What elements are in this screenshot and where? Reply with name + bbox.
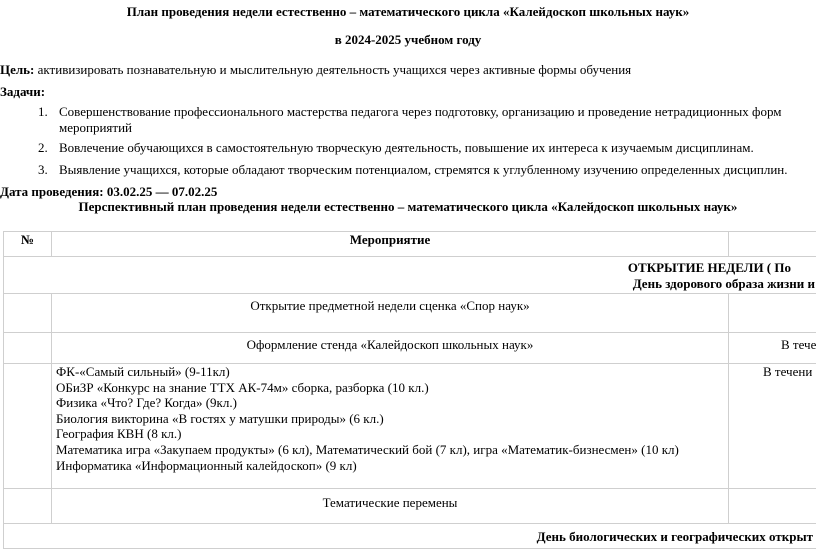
column-header-time [729,232,816,257]
tasks-label: Задачи: [0,84,45,100]
task-text: Вовлечение обучающихся в самостоятельную творческую деятельность, повышение их интереса к изучаемым дисциплинам. [59,140,799,156]
time-cell: В тече [729,333,816,364]
event-cell: Оформление стенда «Калейдоскоп школьных наук» [52,333,729,364]
column-header-event: Мероприятие [52,232,729,257]
event-line: ОБиЗР «Конкурс на знание ТТХ АК-74м» сборка, разборка (10 кл.) [56,380,724,396]
event-line: Информатика «Информационный калейдоскоп» (9 кл) [56,458,724,474]
row-number-cell [4,489,52,524]
opening-title: ОТКРЫТИЕ НЕДЕЛИ ( По [628,260,791,276]
event-line: Биология викторина «В гостях у матушки природы» (6 кл.) [56,411,724,427]
table-header-row [4,232,816,257]
opening-row [4,257,816,294]
table-row [4,489,816,524]
event-line: Физика «Что? Где? Когда» (9кл.) [56,395,724,411]
event-cell [52,364,729,489]
task-number: 2. [38,140,48,156]
page-subtitle: в 2024-2025 учебном году [0,32,816,48]
goal-label: Цель: [0,62,34,77]
time-cell: В течени [729,364,816,489]
event-dates: Дата проведения: 03.02.25 — 07.02.25 [0,184,217,200]
task-text: Выявление учащихся, которые обладают творческим потенциалом, стремятся к углубленному изучению определенных дисциплин. [59,162,799,178]
plan-table [3,231,816,549]
opening-cell [4,257,816,294]
event-line: География КВН (8 кл.) [56,426,724,442]
event-cell: Тематические перемены [52,489,729,524]
event-line: Математика игра «Закупаем продукты» (6 кл), Математический бой (7 кл), игра «Математик-бизнесмен» (10 кл) [56,442,724,458]
time-cell [729,294,816,333]
row-number-cell [4,294,52,333]
day2-title: День биологических и географических открыт [537,529,813,545]
opening-day: День здорового образа жизни и [633,276,815,292]
plan-title: Перспективный план проведения недели естественно – математического цикла «Калейдоскоп школьных наук» [0,199,816,215]
row-number-cell [4,364,52,489]
goal-text: активизировать познавательную и мыслительную деятельность учащихся через активные формы обучения [34,62,631,77]
column-header-number: № [4,232,52,257]
event-cell: Открытие предметной недели сценка «Спор наук» [52,294,729,333]
table-row [4,333,816,364]
time-cell [729,489,816,524]
row-number-cell [4,333,52,364]
table-row [4,364,816,489]
event-line: ФК-«Самый сильный» (9-11кл) [56,364,724,380]
task-text: Совершенствование профессионального мастерства педагога через подготовку, организацию и проведение нетрадиционных форм мероприятий [59,104,799,136]
goal-line [0,62,631,78]
table-row [4,294,816,333]
task-number: 1. [38,104,48,120]
page-title: План проведения недели естественно – математического цикла «Калейдоскоп школьных наук» [0,4,816,20]
task-number: 3. [38,162,48,178]
